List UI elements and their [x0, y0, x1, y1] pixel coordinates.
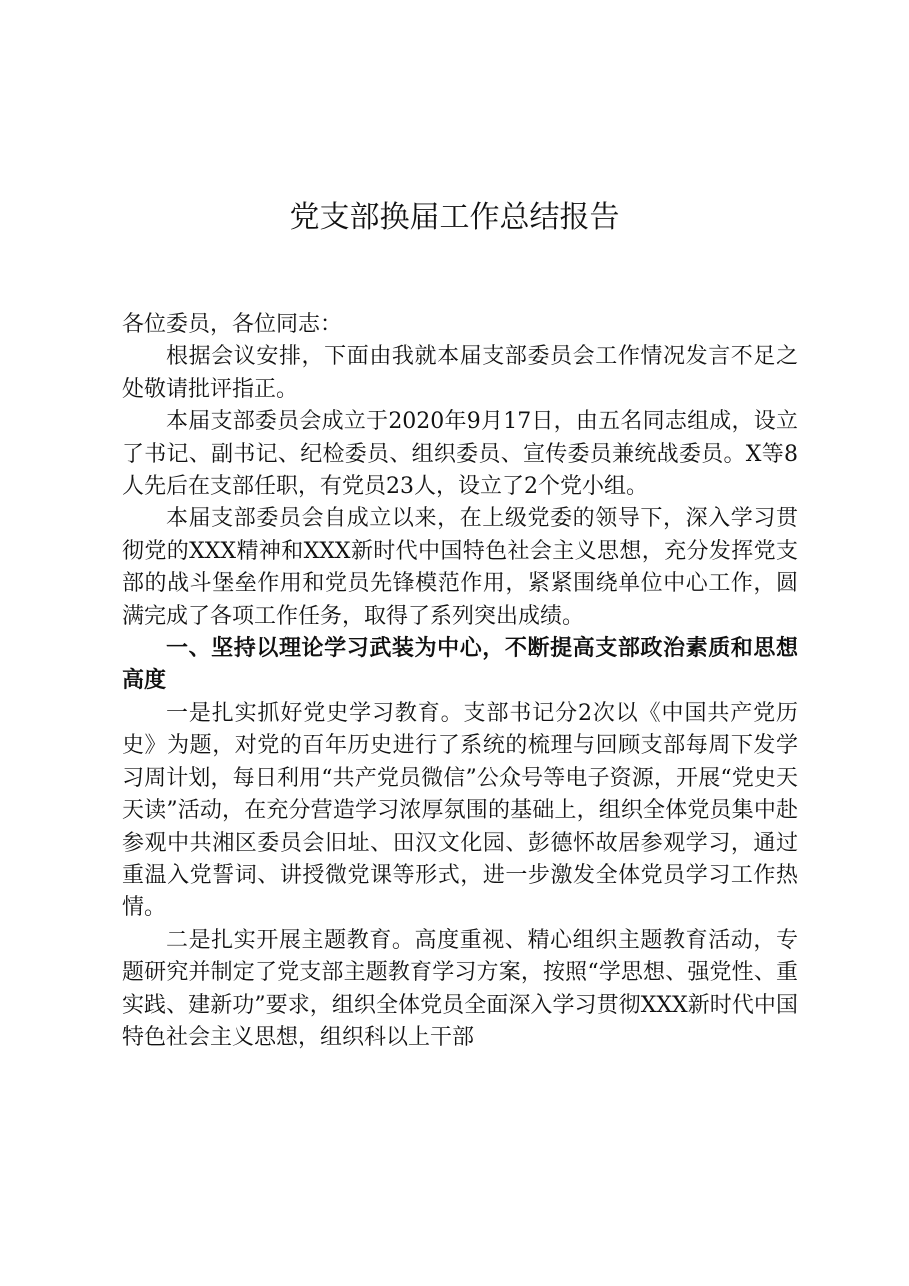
salutation: 各位委员，各位同志：	[122, 312, 343, 337]
paragraph-party-history-study: 一是扎实抓好党史学习教育。支部书记分2次以《中国共产党历史》为题，对党的百年历史进行了系统的梳理与回顾支部每周下发学习周计划，每日利用“共产党员微信”公众号等电子资源，开展“党史天天读”活动，在充分营造学习浓厚氛围的基础上，组织全体党员集中赴参观中共湘区委员会旧址、田汉文化园、彭德怀故居参观学习，通过重温入党誓词、讲授微党课等形式，进一步激发全体党员学习工作热情。	[122, 700, 798, 921]
paragraph-theme-education: 二是扎实开展主题教育。高度重视、精心组织主题教育活动，专题研究并制定了党支部主题教育学习方案，按照“学思想、强党性、重实践、建新功”要求，组织全体党员全面深入学习贯彻XXX新时代中国特色社会主义思想，组织科以上干部	[122, 927, 798, 1050]
document-body	[122, 309, 798, 1054]
section-heading-1: 一、坚持以理论学习武装为中心，不断提高支部政治素质和思想高度	[122, 636, 798, 694]
paragraph-opening: 根据会议安排，下面由我就本届支部委员会工作情况发言不足之处敬请批评指正。	[122, 344, 798, 402]
document-title: 党支部换届工作总结报告	[289, 200, 620, 235]
paragraph-achievements: 本届支部委员会自成立以来，在上级党委的领导下，深入学习贯彻党的XXX精神和XXX新时代中国特色社会主义思想，充分发挥党支部的战斗堡垒作用和党员先锋模范作用，紧紧围绕单位中心工作，圆满完成了各项工作任务，取得了系列突出成绩。	[122, 506, 798, 629]
paragraph-committee-composition: 本届支部委员会成立于2020年9月17日，由五名同志组成，设立了书记、副书记、纪检委员、组织委员、宣传委员兼统战委员。X等8人先后在支部任职，有党员23人，设立了2个党小组。	[122, 409, 798, 500]
